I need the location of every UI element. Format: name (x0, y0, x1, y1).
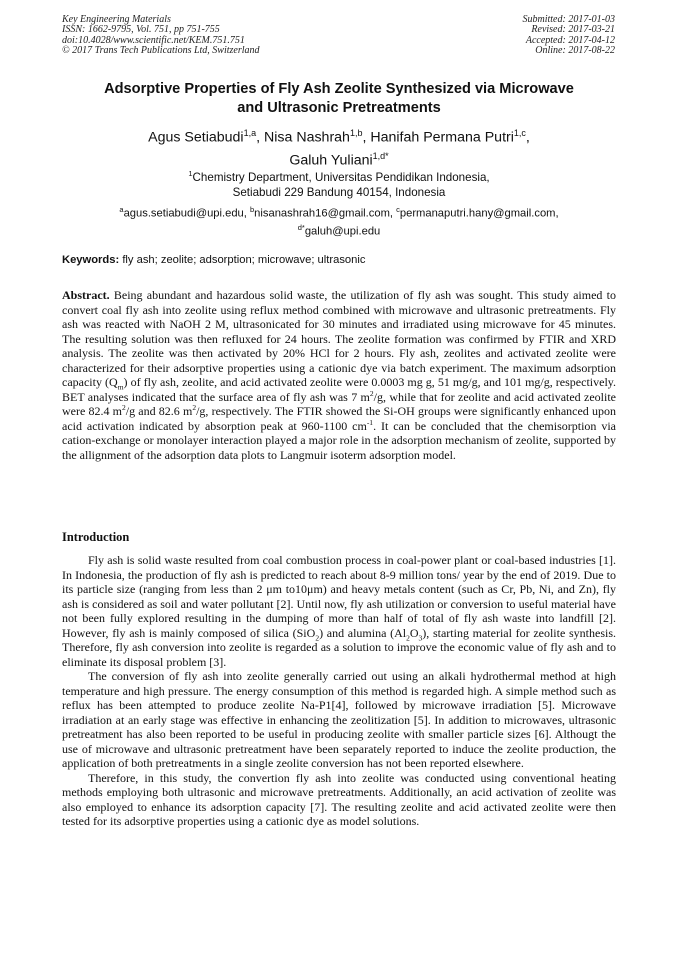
email-sup: c (396, 205, 400, 214)
keywords-label: Keywords: (62, 254, 120, 266)
author-list: Agus Setiabudi$^{1,a}$, Nisa Nashrah$^{1,b}$, Hanifah Permana Putri$^{1,c}$, Galuh Yuliani$^{1,d*}$ (148, 128, 530, 169)
email-link[interactable]: agus.setiabudi@upi.edu (123, 207, 244, 220)
author-affil-sup: 1,c (513, 128, 526, 138)
abstract-text: /g, respectively. The FTIR showed the Si-OH groups were significantly enhanced upon acid activation indicated by absorption peak at 960-1100 cm (62, 404, 616, 433)
email-sup: a (119, 205, 124, 214)
paragraph-text: O (409, 625, 419, 640)
title-line-2: and Ultrasonic Pretreatments (237, 100, 441, 116)
email-sup: b (250, 205, 255, 214)
section-heading-introduction: Introduction (62, 530, 130, 544)
publication-dates (523, 15, 616, 57)
affil-line-2: Setiabudi 229 Bandung 40154, Indonesia (232, 186, 446, 200)
paragraph-text: Fly ash is solid waste resulted from coal combustion process in coal-power plant or coal-based industries [1]. In Indonesia, the production of fly ash is predicted to reach about 8-9 million tons/ year by the end of 2019. Due to its particle size (ranging from less than 2 μm to10μm) and heavy metals content (such as Cr, Pb, Ni, and Zn), fly ash is considered as soil and water pollutant [2]. Until now, fly ash utilization or conversion to useful material have not been fully explored resulting in the dumping of more than half of total of fly ash waste into landfill [2]. However, fly ash is mainly composed of silica (SiO (62, 553, 616, 640)
paragraph (62, 553, 616, 669)
affiliation (62, 166, 616, 201)
subscript: 2 (315, 632, 320, 642)
email-link[interactable]: permanaputri.hany@gmail.com (399, 207, 556, 220)
paragraph: Therefore, in this study, the convertion fly ash into zeolite was conducted using conventional heating methods employing both ultrasonic and microwave pretreatments. Additionally, an acid activation of zeolite was also employed to enhance its adsorption capacity [7]. The resulting zeolite and acid activated zeolite were then tested for its adsorptive properties using a cationic dye as model solutions. (62, 770, 616, 828)
author-name: Agus Setiabudi (148, 129, 244, 146)
paragraph-text: ) and alumina (Al (319, 625, 407, 640)
abstract-subscript: m (117, 382, 124, 392)
paragraph-text: ), starting material for zeolite synthesis. Therefore, fly ash conversion into zeolite is regarded as a solution to improve the economic value of fly ash and to eliminate its disposal problem [3]. (62, 625, 616, 669)
accepted-date: Accepted: 2017-04-12 (525, 34, 615, 46)
paper-title (62, 80, 616, 118)
abstract-text: /g and 82.6 m (125, 404, 193, 418)
abstract (62, 288, 616, 462)
author-emails: $^a$agus.setiabudi@upi.edu, $^b$nisanashrah16@gmail.com, $^c$permanaputri.hany@gmail.com, $^{d*}$galuh@upi.edu (119, 205, 559, 238)
abstract-label: Abstract. (62, 288, 110, 302)
author-name: Nisa Nashrah (264, 129, 350, 146)
author-affil-sup: 1,d* (372, 151, 389, 162)
online-date: Online: 2017-08-22 (535, 45, 615, 57)
title-line-1: Adsorptive Properties of Fly Ash Zeolite Synthesized via Microwave (104, 81, 574, 97)
author-name: Hanifah Permana Putri (370, 129, 514, 146)
affil-sup: 1 (188, 169, 193, 178)
abstract-superscript: 2 (122, 403, 126, 412)
abstract-superscript: 2 (192, 403, 197, 412)
abstract-text: . It can be concluded that the chemisorption via cation-exchange or monolayer interaction played a major role in the adsorption mechanism of zeolite, supported by the allignment of the adsorption data plots to Langmuir isoterm adsorption model. (62, 418, 616, 462)
abstract-superscript: -1 (366, 417, 374, 427)
introduction-body (62, 553, 616, 829)
issn-info: ISSN: 1662-9795, Vol. 751, pp 751-755 (62, 24, 220, 36)
submitted-date: Submitted: 2017-01-03 (522, 14, 615, 25)
copyright: © 2017 Trans Tech Publications Ltd, Switzerland (62, 45, 260, 57)
author-affil-sup: 1,b (349, 128, 363, 138)
keywords (62, 253, 616, 267)
affil-line-1: Chemistry Department, Universitas Pendidikan Indonesia, (192, 170, 490, 184)
subscript: 2 (406, 632, 410, 642)
journal-info (62, 15, 260, 57)
abstract-text: /g, while that for zeolite and acid activated zeolite were 82.4 m (62, 389, 617, 418)
doi-link[interactable]: doi:10.4028/www.scientific.net/KEM.751.751 (62, 34, 245, 46)
revised-date: Revised: 2017-03-21 (531, 24, 615, 36)
abstract-text: ) of fly ash, zeolite, and acid activated zeolite were 0.0003 mg g, 51 mg/g, and 101 mg/g, respectively. BET analyses indicated that the surface area of fly ash was 7 m (62, 375, 617, 404)
abstract-text: Being abundant and hazardous solid waste, the utilization of fly ash was sought. This study aimed to convert coal fly ash into zeolite using reflux method combined with microwave and ultrasonic pretreatments. Fly ash was reacted with NaOH 2 M, ultrasonicated for 30 minutes and irradiated using microwave for 45 minutes. The resulting solution was then refluxed for 24 hours. The zeolite formation was confirmed by FTIR and XRD analysis. The zeolite was then activated by 20% HCl for 2 hours. Fly ash, zeolites and activated zeolite were characterized for their adsorptive properties using a cationic dye via batch experiment. The maximum adsorption capacity (Q (62, 288, 616, 389)
author-name: Galuh Yuliani (289, 152, 373, 169)
paragraph: The conversion of fly ash into zeolite generally carried out using an alkali hydrothermal method at high temperature and high pressure. The energy consumption of this method is regarded high. A simple method such as reflux has been attempted to produce zeolite Na-P1[4], followed by microwave irradiation [5]. Microwave irradiation at an early stage was effective in enhancing the zeolitization [5]. In addition to microwaves, ultrasonic pretreatment has also been reported to be useful in producing zeolite with smaller particle sizes [6]. Althougt the use of microwave and ultrasonic pretreatment have been separately reported to induce the zeolite production, the application of both pretreatments in a single zeolite conversion has not been reported elsewhere. (62, 669, 616, 770)
abstract-superscript: 2 (369, 388, 374, 398)
author-affil-sup: 1,a (243, 128, 257, 138)
journal-name: Key Engineering Materials (62, 14, 171, 25)
keywords-text: fly ash; zeolite; adsorption; microwave; ultrasonic (122, 254, 366, 266)
email-link[interactable]: galuh@upi.edu (304, 225, 381, 238)
email-link[interactable]: nisanashrah16@gmail.com (254, 207, 390, 220)
email-sup: d* (297, 223, 305, 233)
subscript: 3 (418, 632, 423, 642)
